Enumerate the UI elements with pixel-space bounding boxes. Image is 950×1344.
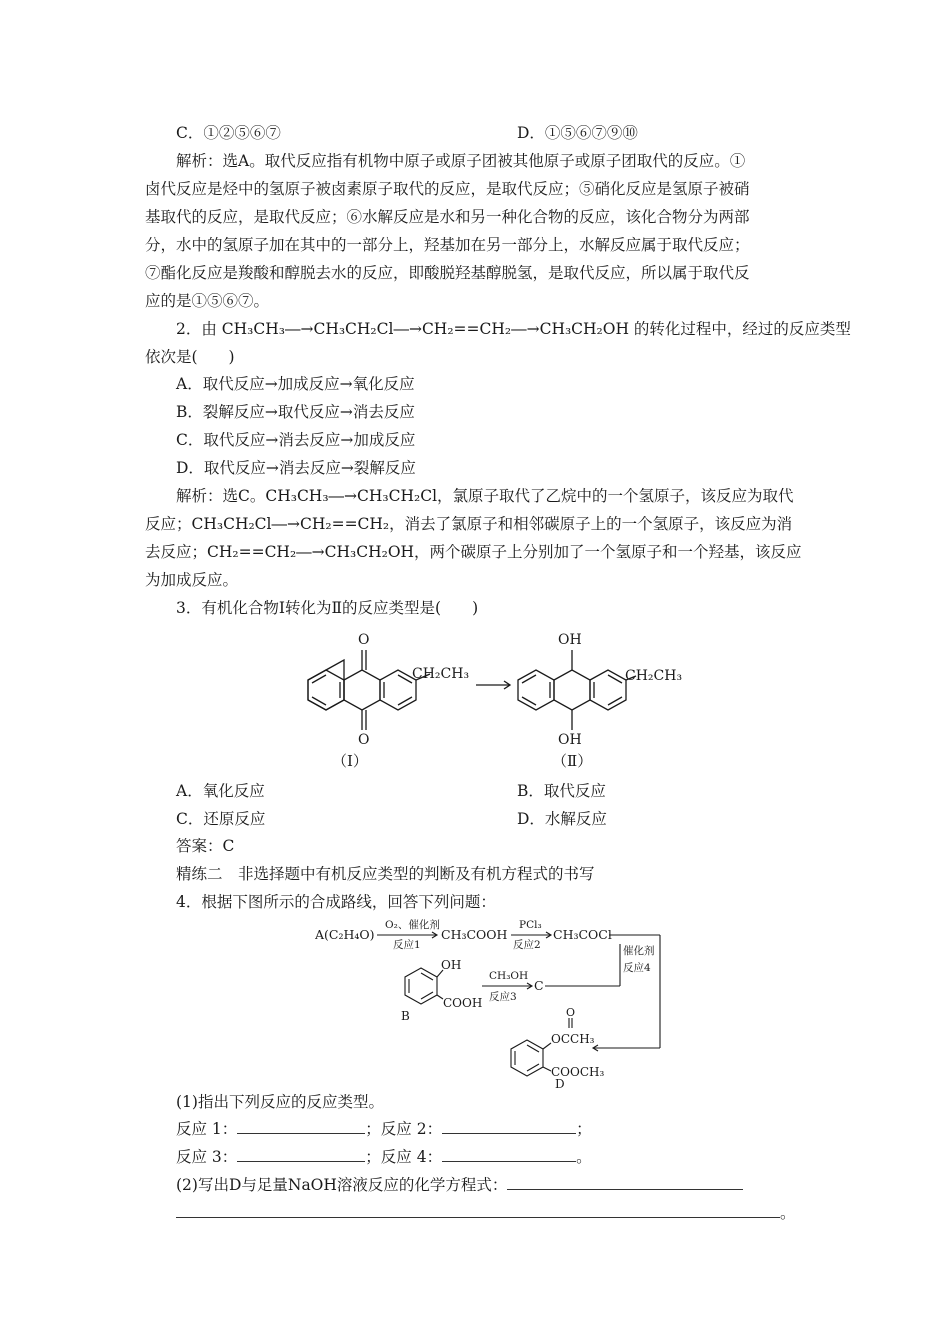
- reaction-3-label: 反应3: [489, 991, 517, 1003]
- answer-row-2: [176, 1147, 592, 1167]
- compound-label-ii: （Ⅱ）: [552, 752, 593, 770]
- compound-c: C: [534, 978, 544, 993]
- option-d: D．①⑤⑥⑦⑨⑩: [517, 124, 638, 142]
- question-2-stem: 2．由 CH₃CH₃―→CH₃CH₂Cl―→CH₂==CH₂―→CH₃CH₂OH 的转化过程中，经过的反应类型: [176, 320, 851, 338]
- analysis-line: ⑦酯化反应是羧酸和醇脱去水的反应，即酸脱羟基醇脱氢，是取代反应，所以属于取代反: [145, 264, 750, 282]
- equation-answer-blank[interactable]: [507, 1175, 743, 1190]
- option-d: D．取代反应→消去反应→裂解反应: [176, 459, 416, 477]
- hydroxyl-bottom: OH: [558, 732, 582, 748]
- option-c: C．取代反应→消去反应→加成反应: [176, 431, 416, 449]
- d-methyl-ester: COOCH₃: [551, 1065, 605, 1079]
- equation-answer-blank-2[interactable]: [176, 1203, 780, 1218]
- option-a: A．取代反应→加成反应→氧化反应: [176, 375, 415, 393]
- question-4-stem: 4．根据下图所示的合成路线，回答下列问题：: [176, 893, 496, 911]
- analysis-line: 解析：选A。取代反应指有机物中原子或原子团被其他原子或原子团取代的反应。①: [176, 152, 746, 170]
- option-b: B．裂解反应→取代反应→消去反应: [176, 403, 415, 421]
- compound-b-label: B: [401, 1009, 410, 1023]
- reaction-4-answer-blank[interactable]: [442, 1147, 576, 1162]
- reaction-3-answer-blank[interactable]: [237, 1147, 365, 1162]
- question-2-stem: 依次是( ): [145, 348, 235, 366]
- sub-question-2-text: (2)写出D与足量NaOH溶液反应的化学方程式：: [176, 1176, 508, 1194]
- section-title: 精练二 非选择题中有机反应类型的判断及有机方程式的书写: [176, 865, 595, 883]
- option-c: C．还原反应: [176, 810, 266, 828]
- compound-a: A(C₂H₄O): [315, 927, 375, 942]
- ethyl-group: CH₂CH₃: [625, 668, 683, 684]
- reaction-3-condition: CH₃OH: [489, 970, 529, 982]
- answer-row-1: [176, 1119, 592, 1139]
- compound-d-label: D: [555, 1077, 565, 1088]
- d-acetoxy: OCCH₃: [551, 1032, 595, 1046]
- reaction-1-answer-blank[interactable]: [237, 1119, 365, 1134]
- reaction-1-label: 反应1: [393, 939, 421, 951]
- reaction-4-label: ；反应 4：: [365, 1148, 443, 1166]
- reaction-1-label: 反应 1：: [176, 1120, 238, 1138]
- b-hydroxyl: OH: [441, 958, 462, 972]
- sub-question-1: (1)指出下列反应的反应类型。: [176, 1093, 384, 1111]
- option-a: A．氧化反应: [176, 782, 265, 800]
- option-d: D．水解反应: [517, 810, 607, 828]
- reaction-4-condition: 催化剂: [623, 945, 655, 957]
- analysis-line: 卤代反应是烃中的氢原子被卤素原子取代的反应，是取代反应；⑤硝化反应是氢原子被硝: [145, 180, 750, 198]
- b-carboxyl: COOH: [443, 996, 483, 1010]
- ethyl-group: CH₂CH₃: [412, 666, 470, 682]
- analysis-line: 应的是①⑤⑥⑦。: [145, 292, 270, 310]
- synthesis-route-figure: [315, 916, 675, 1088]
- question-3-stem: 3．有机化合物Ⅰ转化为Ⅱ的反应类型是( ): [176, 599, 479, 617]
- semicolon: ；: [576, 1120, 592, 1138]
- carbonyl-o-bottom: O: [358, 732, 370, 748]
- acetyl-chloride: CH₃COCl: [553, 927, 612, 942]
- analysis-line: 分，水中的氢原子加在其中的一部分上，羟基加在另一部分上，水解反应属于取代反应；: [145, 236, 750, 254]
- equation-line-2: [176, 1203, 796, 1223]
- analysis-line: 基取代的反应，是取代反应；⑥水解反应是水和另一种化合物的反应，该化合物分为两部: [145, 208, 750, 226]
- reaction-1-condition: O₂、催化剂: [385, 919, 440, 931]
- d-carbonyl-o: O: [566, 1006, 576, 1019]
- option-b: B．取代反应: [517, 782, 606, 800]
- period: 。: [576, 1148, 592, 1166]
- answer-line: 答案：C: [176, 837, 235, 855]
- hydroxyl-top: OH: [558, 632, 582, 648]
- analysis-line: 解析：选C。CH₃CH₃―→CH₃CH₂Cl，氯原子取代了乙烷中的一个氢原子，该反应为取代: [176, 487, 794, 505]
- analysis-line: 反应；CH₃CH₂Cl―→CH₂==CH₂，消去了氯原子和相邻碳原子上的一个氢原子，该反应为消: [145, 515, 793, 533]
- reaction-4-label: 反应4: [623, 962, 651, 974]
- carbonyl-o-top: O: [358, 632, 370, 648]
- sub-question-2: [176, 1175, 743, 1195]
- reaction-3-label: 反应 3：: [176, 1148, 238, 1166]
- acetic-acid: CH₃COOH: [441, 927, 508, 942]
- reaction-2-label: 反应2: [513, 939, 541, 951]
- compound-label-i: （Ⅰ）: [332, 752, 368, 770]
- reaction-2-label: ；反应 2：: [365, 1120, 443, 1138]
- analysis-line: 为加成反应。: [145, 571, 239, 589]
- analysis-line: 去反应；CH₂==CH₂―→CH₃CH₂OH，两个碳原子上分别加了一个氢原子和一个羟基，该反应: [145, 543, 802, 561]
- end-period: 。: [780, 1204, 796, 1222]
- anthraquinone-reaction-figure: [290, 622, 690, 772]
- option-c: C．①②⑤⑥⑦: [176, 124, 281, 142]
- reaction-2-answer-blank[interactable]: [442, 1119, 576, 1134]
- reaction-2-condition: PCl₃: [519, 919, 542, 931]
